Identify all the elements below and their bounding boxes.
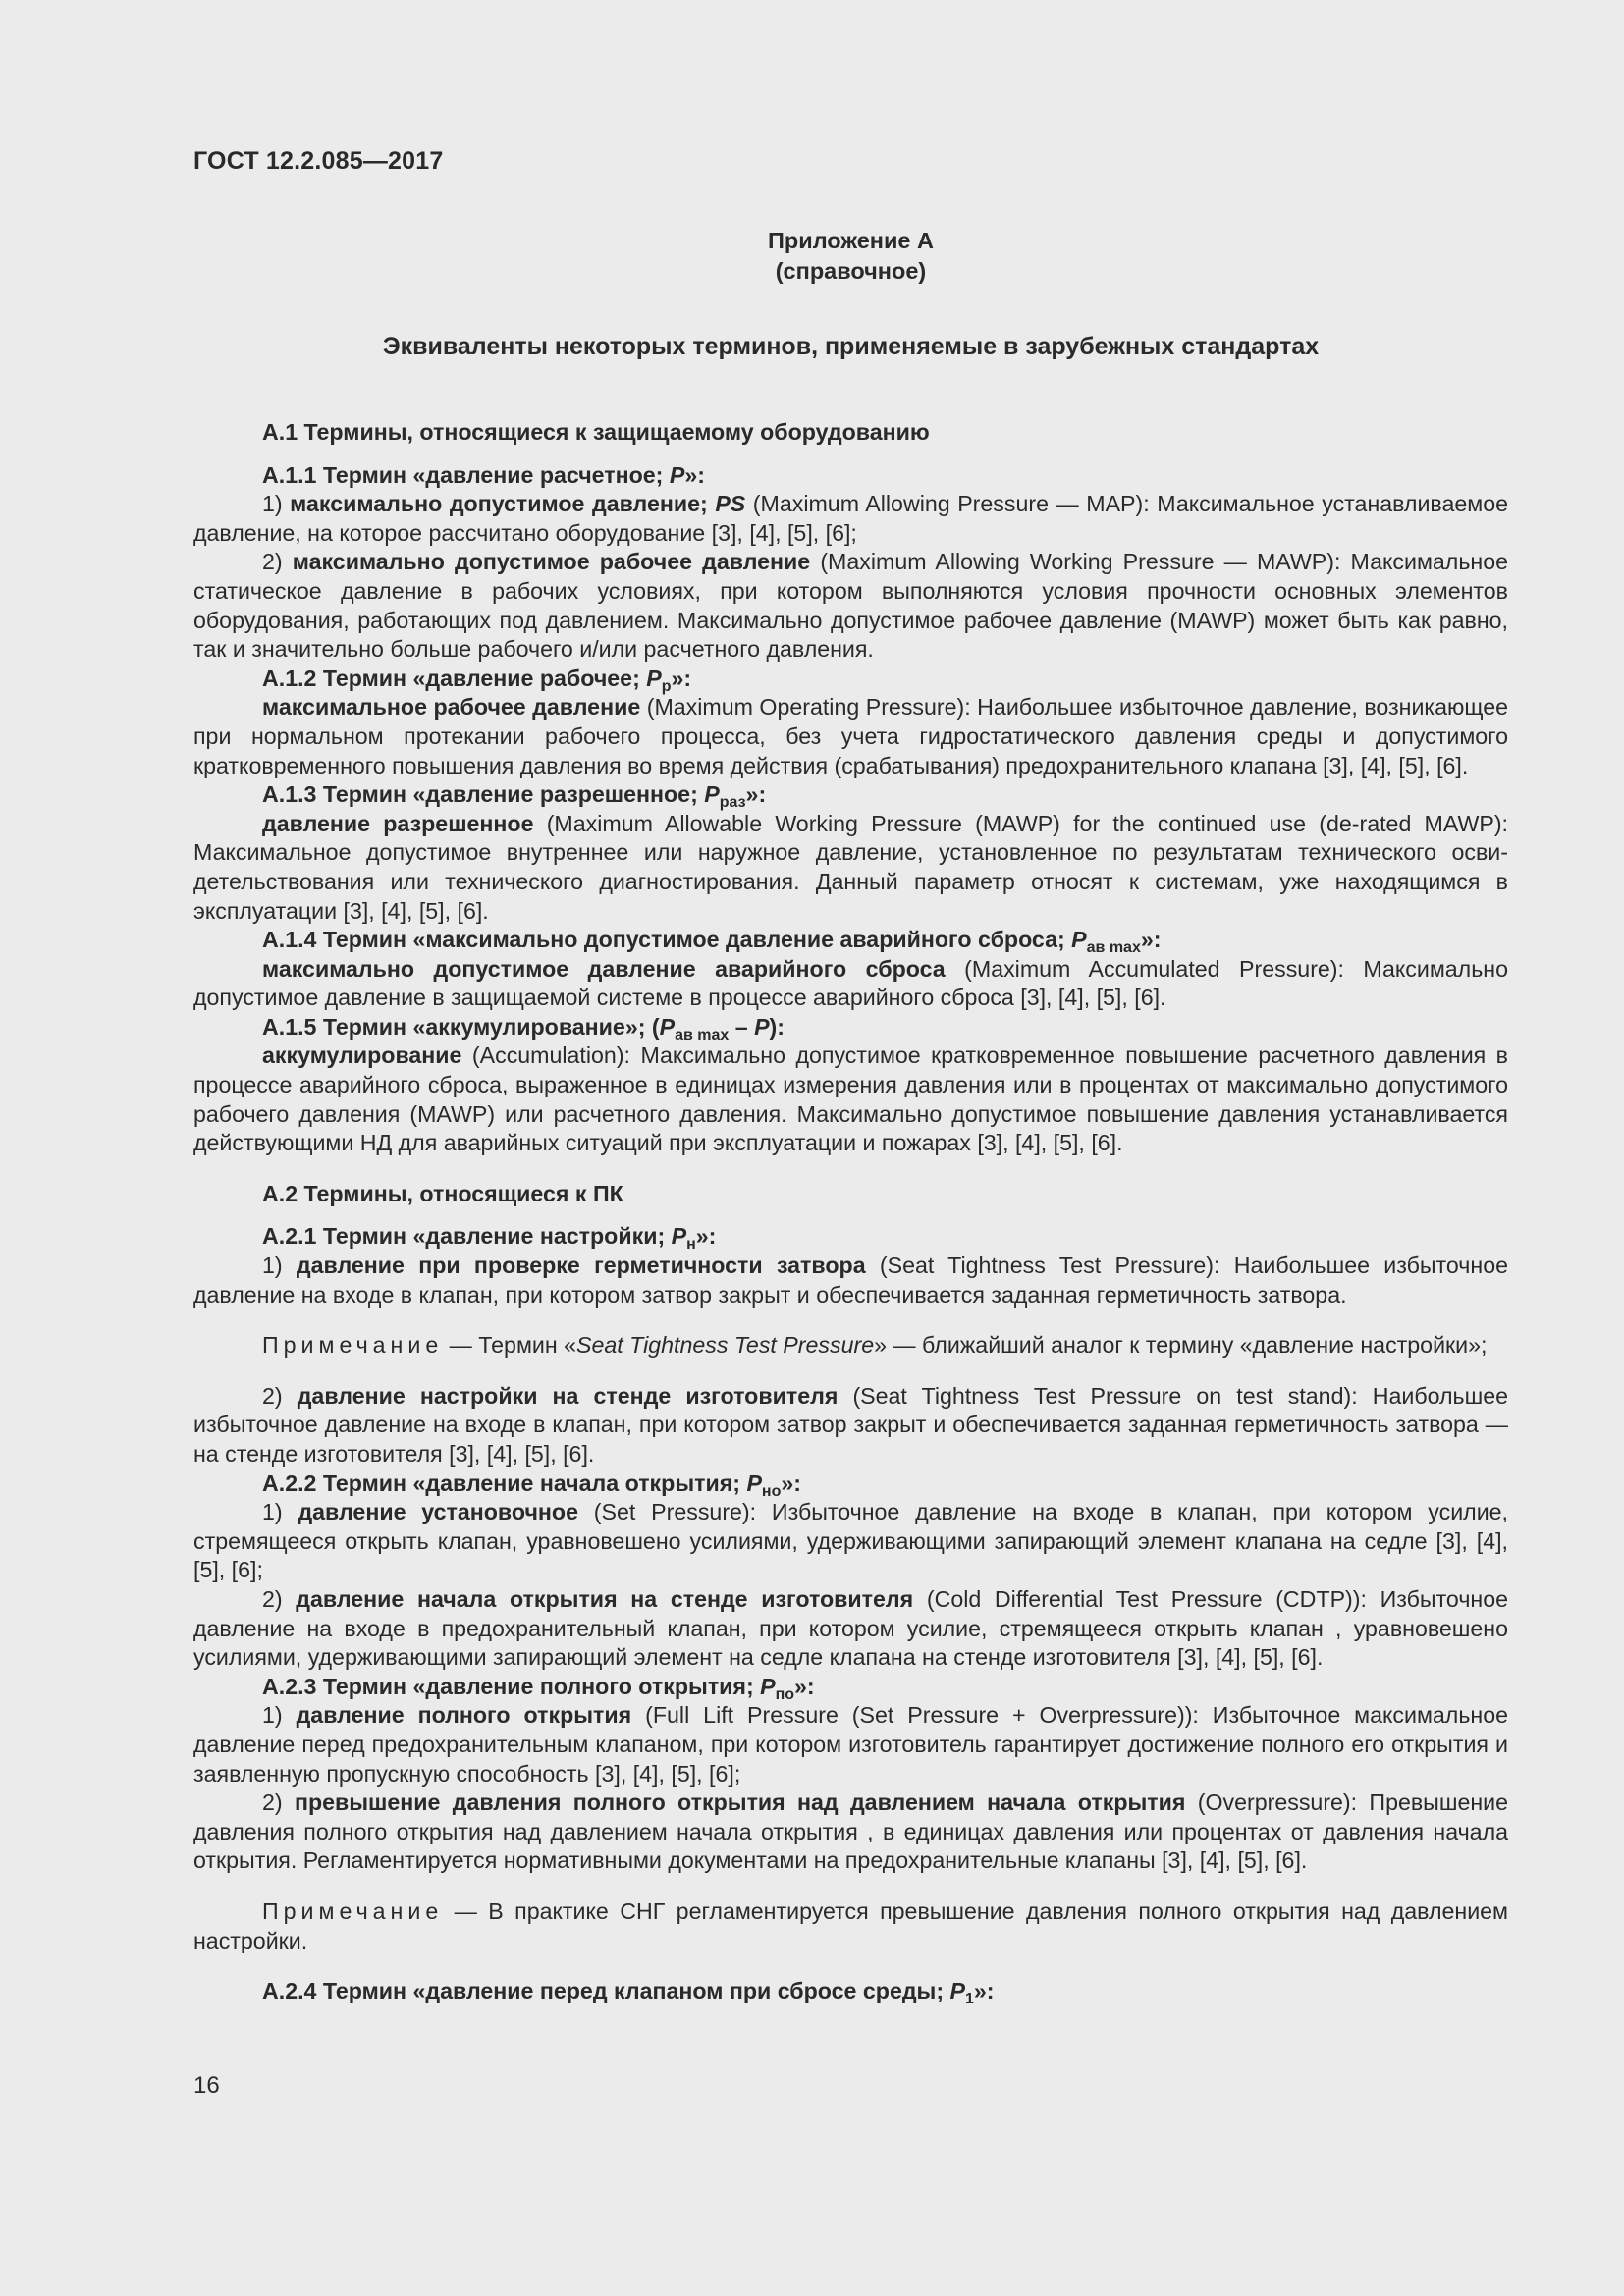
document-code: ГОСТ 12.2.085—2017	[193, 147, 444, 175]
appendix-title: Эквиваленты некоторых терминов, применяемые в зарубежных стандартах	[382, 333, 1320, 360]
paragraph-a15: аккумулирование (Accumulation): Максимально допустимое кратковременное повышение расчетного давления в процессе аварийного сброса, выраженное в единицах измерения давления или в процентах от максимально допустимого рабочего давления (MAWP) или расчетного давления. Максимально допустимое повышение давления устанавливается действующими НД для аварийных ситуаций при эксплуатации и пожарах [3], [4], [5], [6].	[193, 1042, 1508, 1156]
term-heading-a21: А.2.1 Термин «давление настройки; $P_н$»:	[262, 1223, 717, 1254]
paragraph-a13: давление разрешенное (Maximum Allowable Working Pressure (MAWP) for the continued use (de-rated MAWP): Максимальное допустимое внутреннее или наружное давление, установленное по результатам технического освидетельствования или технического диагностирования. Данный параметр относят к системам, уже находящимся в эксплуатации [3], [4], [5], [6].	[193, 810, 1508, 924]
note-a23: Примечание — В практике СНГ регламентируется превышение давления полного открытия над давлением настройки.	[193, 1897, 1508, 1953]
note-label: Примечание	[262, 1332, 444, 1359]
term-heading-a15: А.1.5 Термин «аккумулирование»; $(P_{ав max} - P)$:	[262, 1013, 785, 1043]
paragraph-a23-item1: 1) давление полного открытия (Full Lift Pressure (Set Pressure + Overpressure)): Избыточное максимальное давление перед предохранительным клапаном, при котором изготовитель гарантирует достижение полного его открытия и заявленную пропускную способность [3], [4], [5], [6];	[193, 1702, 1508, 1787]
section-a2-heading: А.2 Термины, относящиеся к ПК	[262, 1180, 623, 1206]
note-a21: Примечание — Термин «Seat Tightness Test Pressure» — ближайший аналог к термину «давление настройки»;	[262, 1332, 1488, 1359]
section-a1-heading: А.1 Термины, относящиеся к защищаемому оборудованию	[262, 419, 930, 445]
paragraph-a22-item2: 2) давление начала открытия на стенде изготовителя (Cold Differential Test Pressure (CDTP)): Избыточное давление на входе в предохранительный клапан, при котором усилие, стремящееся открыть клапан , уравновешено усилиями, удерживающими запирающий элемент на седле клапана на стенде изготовителя [3], [4], [5], [6].	[193, 1585, 1508, 1671]
paragraph-a22-item1: 1) давление установочное (Set Pressure): Избыточное давление на входе в клапан, при котором усилие, стремящееся открыть клапан, уравновешено усилиями, удерживающими запирающий элемент клапана на седле [3], [4], [5], [6];	[193, 1499, 1509, 1583]
paragraph-a14: максимально допустимое давление аварийного сброса (Maximum Accumulated Pressure): Максимально допустимое давление в защищаемой системе в процессе аварийного сброса [3], [4], [5], [6].	[193, 955, 1508, 1011]
term-heading-a13: А.1.3 Термин «давление разрешенное; $P_{раз}$»:	[262, 781, 767, 812]
term-heading-a14: А.1.4 Термин «максимально допустимое давление аварийного сброса; $P_{ав max}$»:	[262, 927, 1162, 957]
term-heading-a23: А.2.3 Термин «давление полного открытия; $P_{по}$»:	[262, 1673, 815, 1703]
page-number: 16	[193, 2072, 220, 2099]
note-label: Примечание	[262, 1897, 444, 1924]
appendix-note: (справочное)	[775, 258, 927, 284]
appendix-header	[193, 226, 1508, 287]
term-heading-a24: А.2.4 Термин «давление перед клапаном при сбросе среды; $P_1$»:	[262, 1978, 995, 2008]
appendix-label: Приложение А	[768, 228, 934, 253]
paragraph-a12: максимальное рабочее давление (Maximum Operating Pressure): Наибольшее избыточное давление, возникающее при нормальном протекании рабочего процесса, без учета гидростатического давления среды и допустимого кратковременного повышения давления во время действия (срабатывания) предохранительного клапана [3], [4], [5], [6].	[193, 694, 1508, 778]
term-heading-a11: А.1.1 Термин «давление расчетное; P»:	[262, 461, 705, 488]
paragraph-a23-item2: 2) превышение давления полного открытия над давлением начала открытия (Overpressure): Превышение давления полного открытия над давлением начала открытия , в единицах давления или процентах от давления начала открытия. Регламентируется нормативными документами на предохранительные клапаны [3], [4], [5], [6].	[193, 1789, 1509, 1874]
paragraph-a21-item1: 1) давление при проверке герметичности затвора (Seat Tightness Test Pressure): Наибольшее избыточное давление на входе в клапан, при котором затвор закрыт и обеспечивается заданная герметичность затвора.	[193, 1253, 1508, 1308]
paragraph-a11-item1: 1) максимально допустимое давление; PS (Maximum Allowing Pressure — MAP): Максимальное устанавливаемое давление, на которое рассчитано оборудование [3], [4], [5], [6];	[193, 491, 1508, 546]
document-body	[193, 418, 1508, 2006]
paragraph-a21-item2: 2) давление настройки на стенде изготовителя (Seat Tightness Test Pressure on test stand): Наибольшее избыточное давление на входе в клапан, при котором затвор закрыт и обеспечивается заданная герметичность затвора — на стенде изготовителя [3], [4], [5], [6].	[193, 1382, 1508, 1467]
term-heading-a12: А.1.2 Термин «давление рабочее; $P_р$»:	[262, 665, 692, 695]
term-heading-a22: А.2.2 Термин «давление начала открытия; $P_{но}$»:	[262, 1469, 801, 1500]
paragraph-a11-item2: 2) максимально допустимое рабочее давление (Maximum Allowing Working Pressure — MAWP): Максимальное статическое давление в рабочих условиях, при котором выполняются условия прочности основных элементов оборудования, работающих под давлением. Максимально допустимое рабочее давление (MAWP) может быть как равно, так и значительно больше рабочего и/или расчетного давления.	[193, 549, 1508, 663]
